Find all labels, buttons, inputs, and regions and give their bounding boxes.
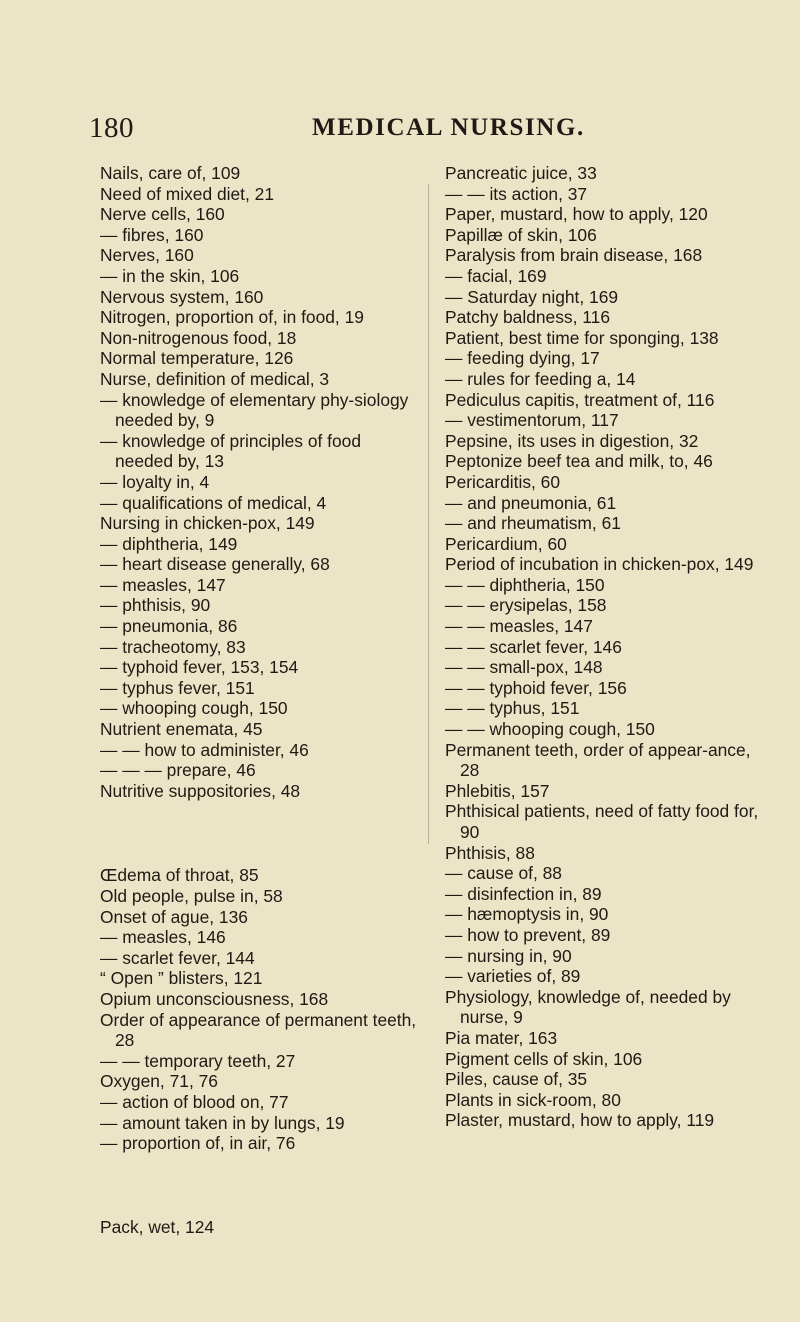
index-entry: — — whooping cough, 150	[445, 719, 655, 740]
index-entry: — amount taken in by lungs, 19	[100, 1112, 345, 1133]
index-entry: — measles, 147	[100, 574, 226, 595]
index-entry: Normal temperature, 126	[100, 348, 294, 369]
index-column-left	[100, 163, 418, 1237]
index-entry: — — typhus, 151	[445, 698, 580, 719]
index-entry: — hæmoptysis in, 90	[445, 904, 609, 925]
index-group-n	[100, 163, 418, 801]
index-entry: — Saturday night, 169	[445, 286, 619, 307]
running-head: MEDICAL NURSING.	[312, 114, 585, 141]
page-number: 180	[89, 112, 134, 144]
index-entry: — cause of, 88	[445, 863, 562, 884]
index-column-right	[445, 163, 767, 1131]
index-entry: Œdema of throat, 85	[100, 865, 259, 886]
index-entry: Nerve cells, 160	[100, 204, 225, 225]
index-entry: Pericarditis, 60	[445, 471, 561, 492]
index-entry: Pia mater, 163	[445, 1027, 558, 1048]
index-entry: — qualifications of medical, 4	[100, 492, 327, 513]
index-entry: — — its action, 37	[445, 183, 588, 204]
index-entry: Need of mixed diet, 21	[100, 183, 275, 204]
index-entry: — — temporary teeth, 27	[100, 1050, 296, 1071]
index-entry: Pepsine, its uses in digestion, 32	[445, 430, 699, 451]
index-entry: Nutrient enemata, 45	[100, 719, 263, 740]
index-entry: Oxygen, 71, 76	[100, 1071, 218, 1092]
index-entry: Physiology, knowledge of, needed by nurse, 9	[445, 986, 731, 1028]
index-entry: Pericardium, 60	[445, 533, 567, 554]
index-entry: — and pneumonia, 61	[445, 492, 617, 513]
index-entry: — — diphtheria, 150	[445, 574, 605, 595]
index-entry: Patchy baldness, 116	[445, 307, 610, 328]
group-spacer	[100, 801, 418, 865]
column-divider	[428, 184, 429, 844]
index-entry: — pneumonia, 86	[100, 616, 238, 637]
index-entry: Order of appearance of permanent teeth, 28	[100, 1009, 417, 1051]
index-entry: — fibres, 160	[100, 224, 204, 245]
group-spacer	[100, 1154, 418, 1217]
index-entry: Nurse, definition of medical, 3	[100, 368, 330, 389]
index-entry: Nails, care of, 109	[100, 163, 241, 183]
index-entry: Pediculus capitis, treatment of, 116	[445, 389, 715, 410]
index-entry: — — scarlet fever, 146	[445, 636, 622, 657]
index-entry: Phthisis, 88	[445, 842, 535, 863]
index-entry: Pancreatic juice, 33	[445, 163, 597, 183]
index-entry: — heart disease generally, 68	[100, 554, 330, 575]
index-entry: — loyalty in, 4	[100, 471, 210, 492]
index-entry: Patient, best time for sponging, 138	[445, 327, 719, 348]
index-entry: Nervous system, 160	[100, 286, 264, 307]
index-entry: — nursing in, 90	[445, 945, 572, 966]
index-entry: — and rheumatism, 61	[445, 513, 621, 534]
index-entry: — how to prevent, 89	[445, 924, 611, 945]
index-entry: — whooping cough, 150	[100, 698, 288, 719]
index-group-o	[100, 865, 418, 1153]
index-entry: — scarlet fever, 144	[100, 947, 255, 968]
index-entry: Paralysis from brain disease, 168	[445, 245, 703, 266]
index-entry: — in the skin, 106	[100, 265, 240, 286]
index-entry: Plaster, mustard, how to apply, 119	[445, 1110, 715, 1131]
index-entry: — — measles, 147	[445, 616, 593, 637]
index-entry: Onset of ague, 136	[100, 906, 248, 927]
index-entry: — feeding dying, 17	[445, 348, 600, 369]
index-group-p-start	[100, 1217, 418, 1238]
index-entry: — tracheotomy, 83	[100, 636, 246, 657]
index-entry: “ Open ” blisters, 121	[100, 968, 263, 989]
index-entry: — disinfection in, 89	[445, 883, 602, 904]
index-entry: Pigment cells of skin, 106	[445, 1048, 643, 1069]
index-entry: Nerves, 160	[100, 245, 194, 266]
index-entry: — proportion of, in air, 76	[100, 1133, 296, 1154]
index-entry: Old people, pulse in, 58	[100, 886, 283, 906]
index-entry: Nitrogen, proportion of, in food, 19	[100, 307, 364, 328]
index-entry: Pack, wet, 124	[100, 1216, 215, 1237]
index-entry: Paper, mustard, how to apply, 120	[445, 204, 708, 225]
index-entry: — — erysipelas, 158	[445, 595, 607, 616]
index-entry: — varieties of, 89	[445, 966, 581, 987]
index-entry: — vestimentorum, 117	[445, 410, 619, 431]
index-entry: — phthisis, 90	[100, 595, 211, 616]
index-entry: Phlebitis, 157	[445, 780, 550, 801]
index-entry: Phthisical patients, need of fatty food for, 90	[445, 801, 759, 842]
index-entry: — — small-pox, 148	[445, 657, 603, 678]
index-entry: — action of blood on, 77	[100, 1091, 289, 1112]
index-entry: Permanent teeth, order of appear-ance, 28	[445, 739, 751, 781]
index-entry: Period of incubation in chicken-pox, 149	[445, 554, 754, 575]
index-entry: Nutritive suppositories, 48	[100, 780, 301, 801]
index-entry: — — typhoid fever, 156	[445, 677, 627, 698]
index-entry: — — — prepare, 46	[100, 760, 256, 781]
index-entry: — facial, 169	[445, 265, 547, 286]
index-entry: Nursing in chicken-pox, 149	[100, 513, 315, 534]
index-entry: — — how to administer, 46	[100, 739, 309, 760]
index-entry: — knowledge of elementary phy-siology needed by, 9	[100, 389, 409, 431]
index-entry: — rules for feeding a, 14	[445, 368, 636, 389]
index-entry: — knowledge of principles of food needed by, 13	[100, 430, 362, 472]
index-entry: — typhus fever, 151	[100, 677, 255, 698]
index-entry: — measles, 146	[100, 927, 226, 948]
index-entry: Peptonize beef tea and milk, to, 46	[445, 451, 713, 472]
index-entry: — typhoid fever, 153, 154	[100, 657, 299, 678]
index-entry: — diphtheria, 149	[100, 533, 238, 554]
index-entry: Piles, cause of, 35	[445, 1069, 588, 1090]
index-entry: Papillæ of skin, 106	[445, 224, 597, 245]
index-entry: Non-nitrogenous food, 18	[100, 327, 297, 348]
index-entry: Plants in sick-room, 80	[445, 1089, 621, 1110]
index-entry: Opium unconsciousness, 168	[100, 988, 329, 1009]
